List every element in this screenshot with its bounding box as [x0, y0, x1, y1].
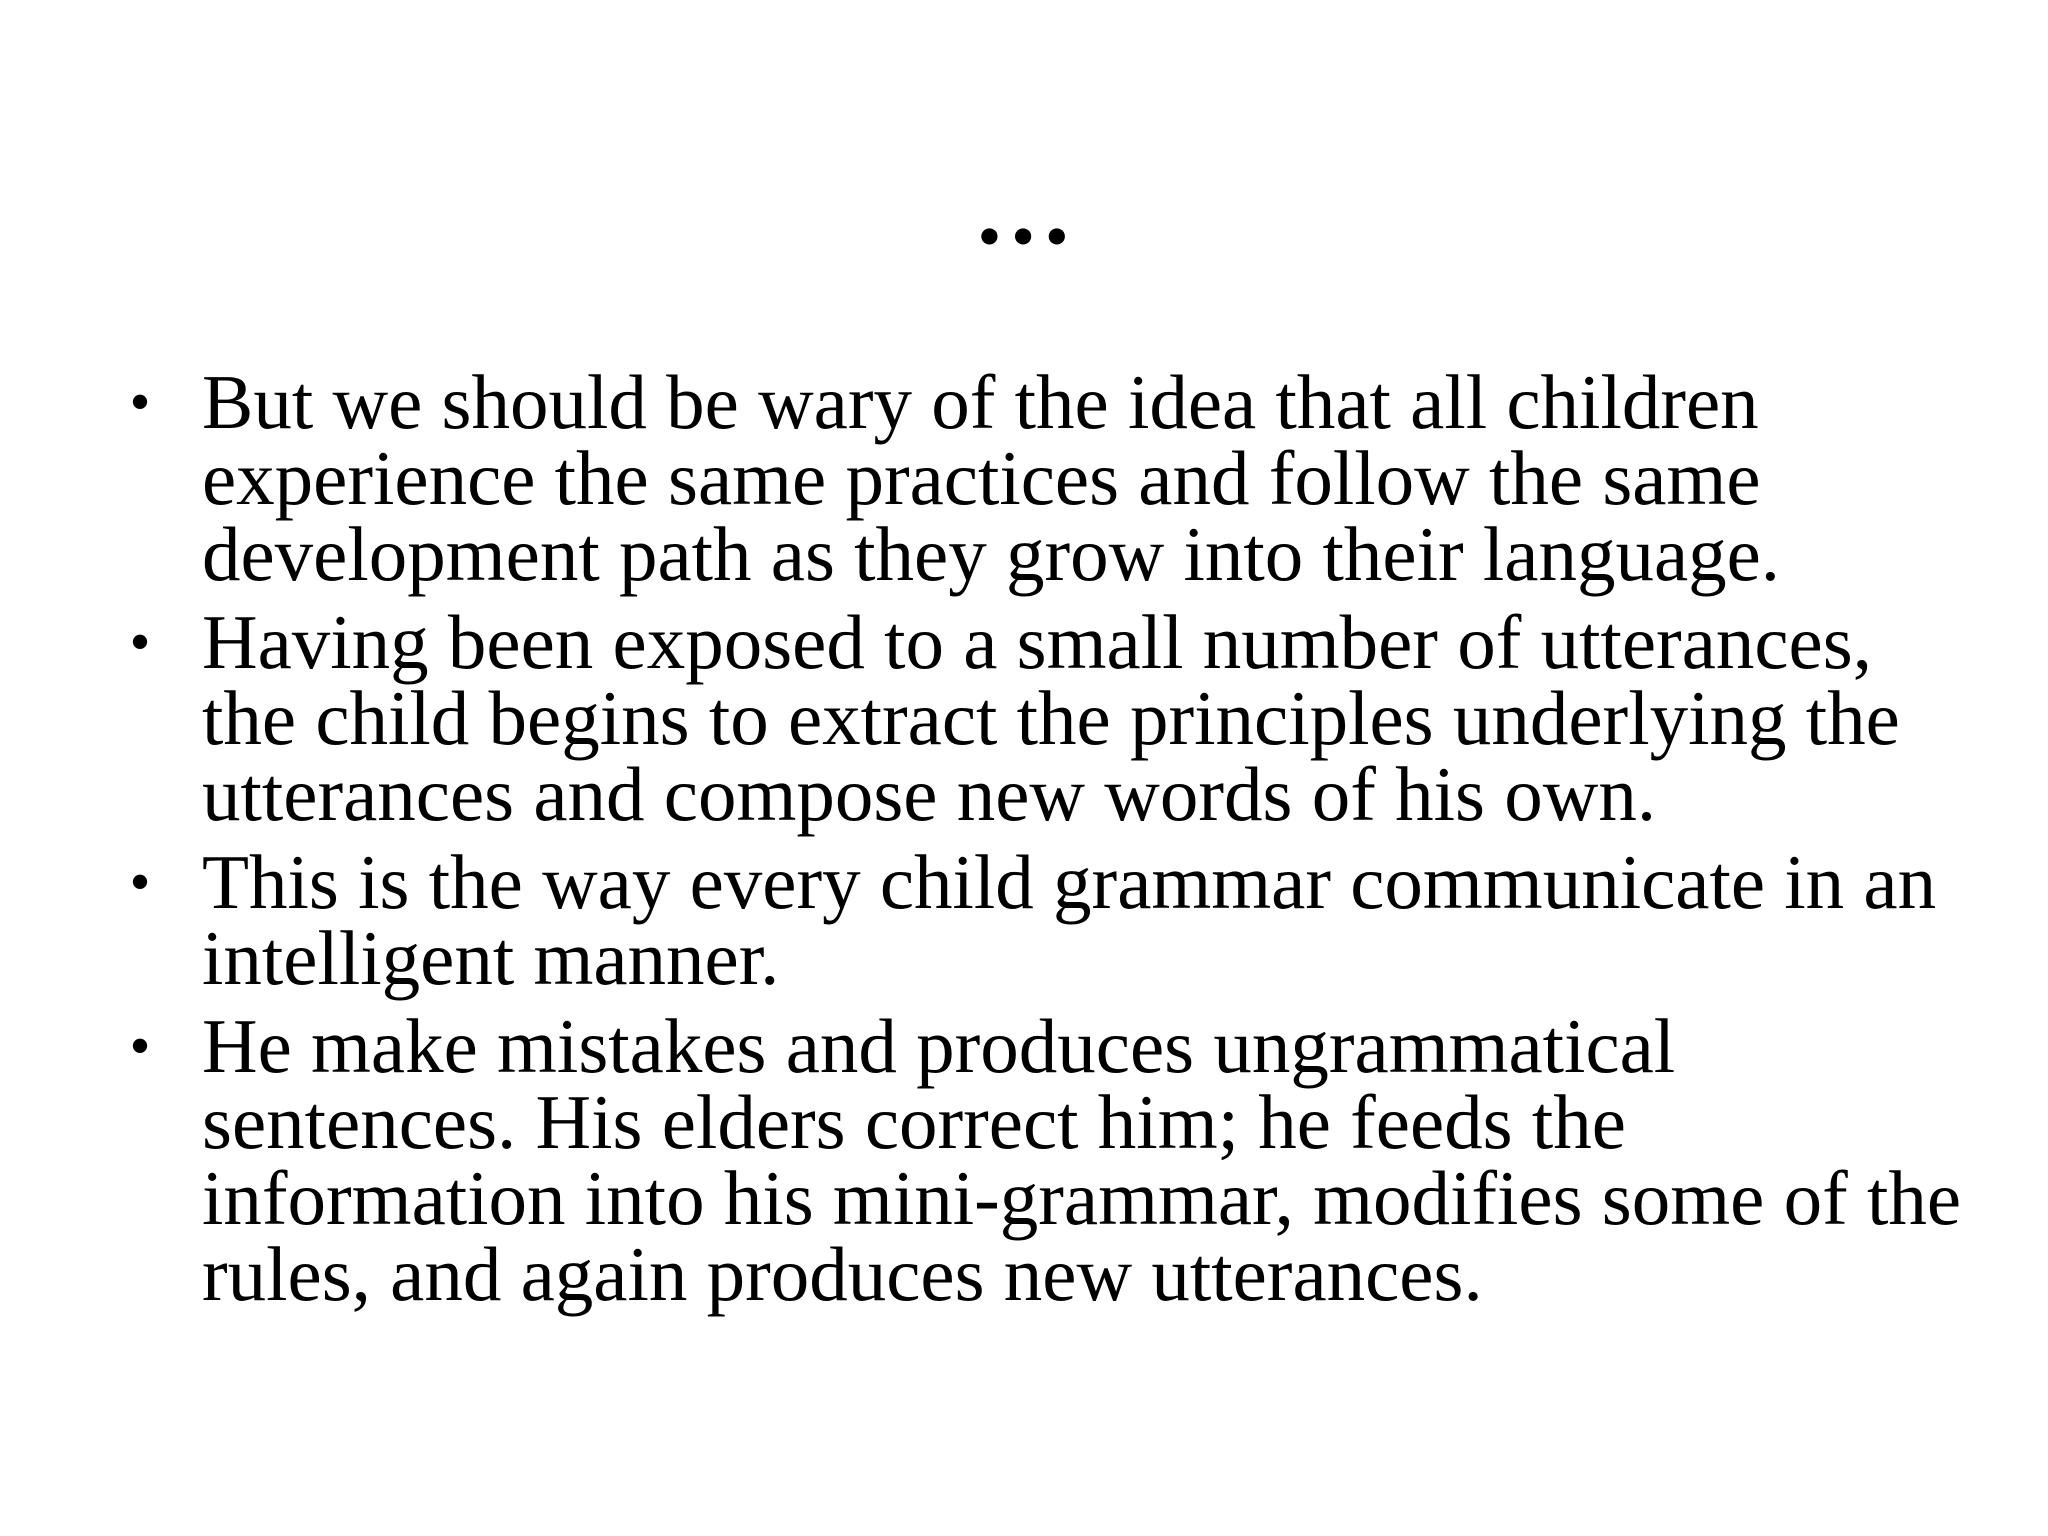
bullet-dot-icon: •	[129, 1013, 151, 1079]
bullet-text: Having been exposed to a small number of utterances, the child begins to extract the principles underlying the utterances and compose new words of his own.	[202, 599, 1900, 837]
slide-title: …	[973, 154, 1075, 265]
bullet-text: This is the way every child grammar communicate in an intelligent manner.	[202, 839, 1937, 1001]
bullet-item	[120, 839, 1980, 1001]
bullet-item	[120, 1003, 1980, 1317]
bullet-dot-icon: •	[129, 849, 151, 915]
bullet-text: He make mistakes and produces ungrammatical sentences. His elders correct him; he feeds the information into his mini-grammar, modifies some of the rules, and again produces new utterances.	[202, 1003, 1962, 1317]
bullet-item	[120, 599, 1980, 837]
bullet-text: But we should be wary of the idea that all children experience the same practices and follow the same development path as they grow into their language.	[202, 359, 1781, 597]
bullet-dot-icon: •	[129, 369, 151, 435]
bullet-dot-icon: •	[129, 609, 151, 675]
bullet-list	[120, 359, 1980, 1324]
bullet-item	[120, 359, 1980, 597]
